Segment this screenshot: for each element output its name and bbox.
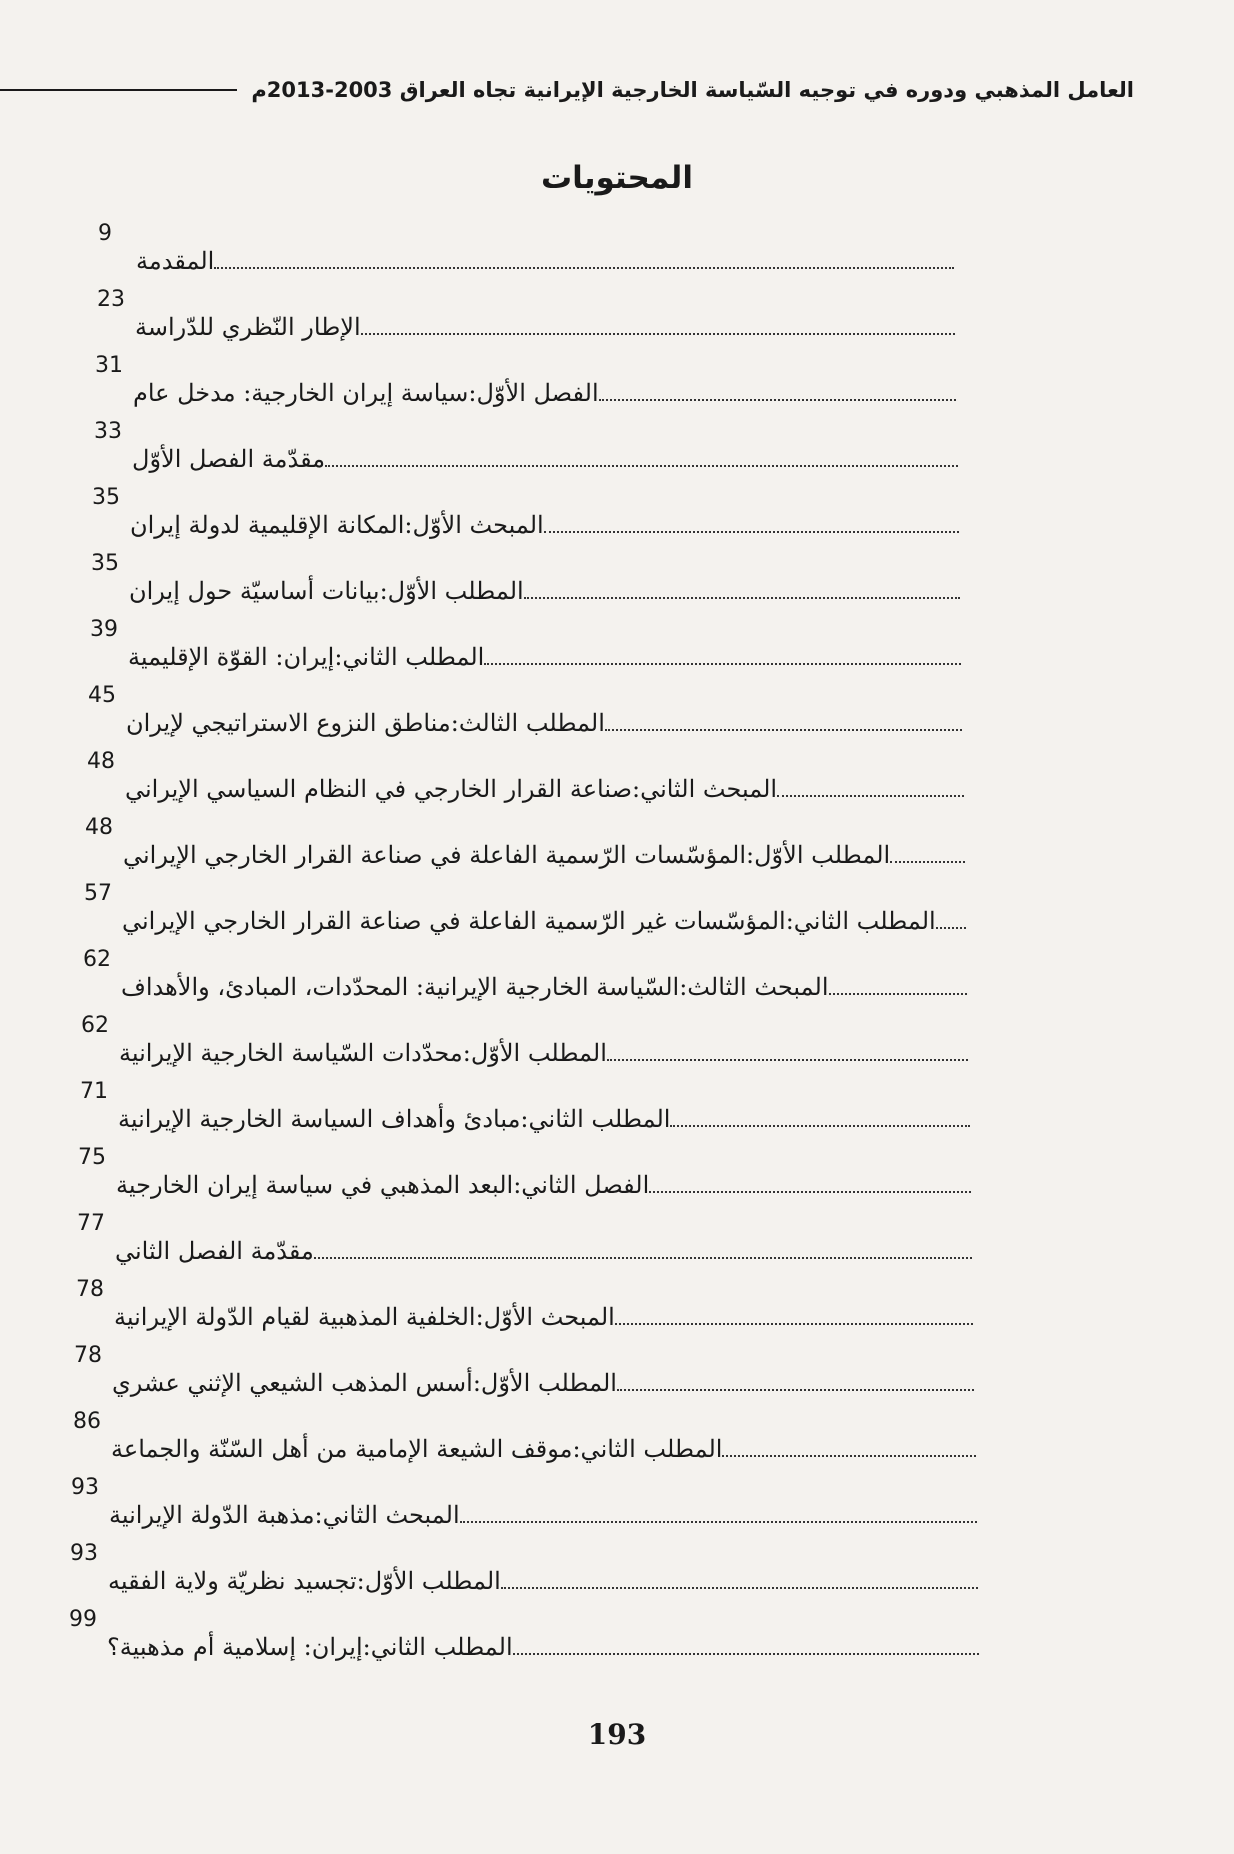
toc-entry-page: 78 bbox=[74, 1343, 102, 1368]
toc-entry-text: المبحث الثاني:مذهبة الدّولة الإيرانية bbox=[109, 1501, 460, 1529]
dot-leader bbox=[599, 399, 956, 401]
toc-entry-text: المطلب الثاني:إيران: القوّة الإقليمية bbox=[128, 643, 485, 671]
toc-entry-page: 77 bbox=[77, 1211, 105, 1236]
toc-entry-page: 35 bbox=[92, 485, 120, 510]
dot-leader bbox=[615, 1323, 973, 1325]
dot-leader bbox=[670, 1125, 970, 1127]
toc-entry-text: المبحث الثالث:السّياسة الخارجية الإيرانية: المحدّدات، المبادئ، والأهداف bbox=[121, 973, 829, 1001]
toc-entry bbox=[0, 550, 1234, 616]
dot-leader bbox=[607, 1059, 968, 1061]
toc-entry bbox=[0, 1474, 1234, 1540]
toc-entry-page: 23 bbox=[97, 287, 125, 312]
dot-leader bbox=[314, 1257, 972, 1259]
dot-leader bbox=[605, 729, 962, 731]
toc-entry-text: المطلب الأوّل:أسس المذهب الشيعي الإثني عشري bbox=[112, 1369, 617, 1397]
toc-entry-page: 86 bbox=[73, 1409, 101, 1434]
toc-entry-text: المطلب الأوّل:تجسيد نظريّة ولاية الفقيه bbox=[108, 1567, 501, 1595]
dot-leader bbox=[777, 795, 964, 797]
toc-entry-text: المطلب الثاني:موقف الشيعة الإمامية من أهل السّنّة والجماعة bbox=[111, 1435, 723, 1463]
dot-leader bbox=[484, 663, 961, 665]
toc-entry bbox=[0, 1342, 1234, 1408]
toc-entry-row bbox=[115, 968, 967, 1004]
toc-entry-row bbox=[102, 1562, 978, 1598]
toc-entry bbox=[0, 748, 1234, 814]
dot-leader bbox=[936, 927, 966, 929]
dot-leader bbox=[524, 597, 960, 599]
toc-entry-page: 9 bbox=[98, 221, 112, 246]
toc-entry-row bbox=[106, 1364, 974, 1400]
toc-entry-page: 93 bbox=[70, 1541, 98, 1566]
dot-leader bbox=[544, 531, 959, 533]
toc-entry-text: الفصل الثاني:البعد المذهبي في سياسة إيران الخارجية bbox=[116, 1171, 650, 1199]
toc-entry bbox=[0, 880, 1234, 946]
toc-entry-row bbox=[129, 308, 955, 344]
toc-entry-page: 35 bbox=[91, 551, 119, 576]
toc-entry bbox=[0, 682, 1234, 748]
toc-entry-page: 31 bbox=[95, 353, 123, 378]
dot-leader bbox=[722, 1455, 976, 1457]
toc-entry-text: المطلب الثاني:مبادئ وأهداف السياسة الخارجية الإيرانية bbox=[118, 1105, 671, 1133]
toc-entry bbox=[0, 1408, 1234, 1474]
toc-entry-row bbox=[130, 242, 954, 278]
toc-entry-text: المطلب الأوّل:محدّدات السّياسة الخارجية الإيرانية bbox=[119, 1039, 607, 1067]
running-title: العامل المذهبي ودوره في توجيه السّياسة الخارجية الإيرانية تجاه العراق 2003-2013م bbox=[251, 78, 1134, 102]
header-rule bbox=[0, 89, 237, 91]
toc-entry-text: الفصل الأوّل:سياسة إيران الخارجية: مدخل عام bbox=[133, 379, 599, 407]
dot-leader bbox=[649, 1191, 971, 1193]
toc-entry-row bbox=[109, 1232, 972, 1268]
toc-entry-row bbox=[122, 638, 961, 674]
toc-entry-page: 39 bbox=[90, 617, 118, 642]
dot-leader bbox=[460, 1521, 977, 1523]
toc-entry-row bbox=[103, 1496, 977, 1532]
toc-entry-text: المطلب الثالث:مناطق النزوع الاستراتيجي لإيران bbox=[126, 709, 605, 737]
running-header bbox=[0, 78, 1134, 102]
toc-entry-row bbox=[126, 440, 958, 476]
toc-entry-text: الإطار النّظري للدّراسة bbox=[135, 313, 361, 341]
toc-entry-text: المطلب الأوّل:المؤسّسات الرّسمية الفاعلة في صناعة القرار الخارجي الإيراني bbox=[123, 841, 891, 869]
toc-entry-text: مقدّمة الفصل الثاني bbox=[115, 1237, 314, 1265]
dot-leader bbox=[361, 333, 955, 335]
toc-entry-row bbox=[101, 1628, 979, 1664]
toc-entry-row bbox=[113, 1034, 968, 1070]
toc-entry-text: المبحث الأوّل:الخلفية المذهبية لقيام الدّولة الإيرانية bbox=[114, 1303, 615, 1331]
toc-entry-row bbox=[112, 1100, 970, 1136]
toc-entry-text: المبحث الأوّل:المكانة الإقليمية لدولة إيران bbox=[130, 511, 544, 539]
toc-entry-page: 99 bbox=[69, 1607, 97, 1632]
toc-entry-row bbox=[123, 572, 960, 608]
toc-entry-row bbox=[120, 704, 962, 740]
toc-entry-row bbox=[105, 1430, 976, 1466]
toc-entry-page: 93 bbox=[71, 1475, 99, 1500]
toc-entry bbox=[0, 484, 1234, 550]
toc-entry bbox=[0, 616, 1234, 682]
toc-entry-row bbox=[127, 374, 956, 410]
toc-entry-text: المطلب الثاني:إيران: إسلامية أم مذهبية؟ bbox=[107, 1633, 513, 1661]
dot-leader bbox=[214, 267, 954, 269]
toc-entry-row bbox=[124, 506, 959, 542]
toc-entry-page: 45 bbox=[88, 683, 116, 708]
toc-entry-row bbox=[110, 1166, 971, 1202]
toc-entry-row bbox=[116, 902, 966, 938]
dot-leader bbox=[513, 1653, 979, 1655]
toc-entry bbox=[0, 1144, 1234, 1210]
toc-entry-page: 57 bbox=[84, 881, 112, 906]
toc-entry-text: المطلب الأوّل:بيانات أساسيّة حول إيران bbox=[129, 577, 524, 605]
toc-entry-page: 71 bbox=[80, 1079, 108, 1104]
dot-leader bbox=[829, 993, 967, 995]
toc-entry bbox=[0, 1012, 1234, 1078]
toc-entry bbox=[0, 418, 1234, 484]
toc-entry-row bbox=[119, 770, 964, 806]
toc-entry-text: المبحث الثاني:صناعة القرار الخارجي في النظام السياسي الإيراني bbox=[125, 775, 778, 803]
toc-entry-page: 48 bbox=[85, 815, 113, 840]
toc-entry-page: 75 bbox=[78, 1145, 106, 1170]
toc-entry bbox=[0, 220, 1234, 286]
toc-list bbox=[0, 220, 1234, 1672]
toc-entry-page: 62 bbox=[83, 947, 111, 972]
toc-entry-page: 33 bbox=[94, 419, 122, 444]
toc-entry bbox=[0, 286, 1234, 352]
page-number: 193 bbox=[587, 1718, 647, 1751]
toc-entry-page: 48 bbox=[87, 749, 115, 774]
toc-entry-text: مقدّمة الفصل الأوّل bbox=[132, 445, 326, 473]
toc-entry bbox=[0, 814, 1234, 880]
toc-entry bbox=[0, 352, 1234, 418]
dot-leader bbox=[501, 1587, 978, 1589]
toc-entry-text: المقدمة bbox=[136, 247, 215, 275]
toc-entry-page: 78 bbox=[76, 1277, 104, 1302]
toc-entry bbox=[0, 946, 1234, 1012]
dot-leader bbox=[890, 861, 965, 863]
toc-title: المحتويات bbox=[541, 160, 693, 196]
toc-entry bbox=[0, 1540, 1234, 1606]
toc-entry bbox=[0, 1078, 1234, 1144]
toc-entry-page: 62 bbox=[81, 1013, 109, 1038]
toc-entry bbox=[0, 1210, 1234, 1276]
toc-entry-row bbox=[117, 836, 965, 872]
toc-entry bbox=[0, 1276, 1234, 1342]
toc-entry-row bbox=[108, 1298, 973, 1334]
dot-leader bbox=[617, 1389, 974, 1391]
dot-leader bbox=[325, 465, 958, 467]
toc-entry bbox=[0, 1606, 1234, 1672]
toc-entry-text: المطلب الثاني:المؤسّسات غير الرّسمية الفاعلة في صناعة القرار الخارجي الإيراني bbox=[122, 907, 936, 935]
